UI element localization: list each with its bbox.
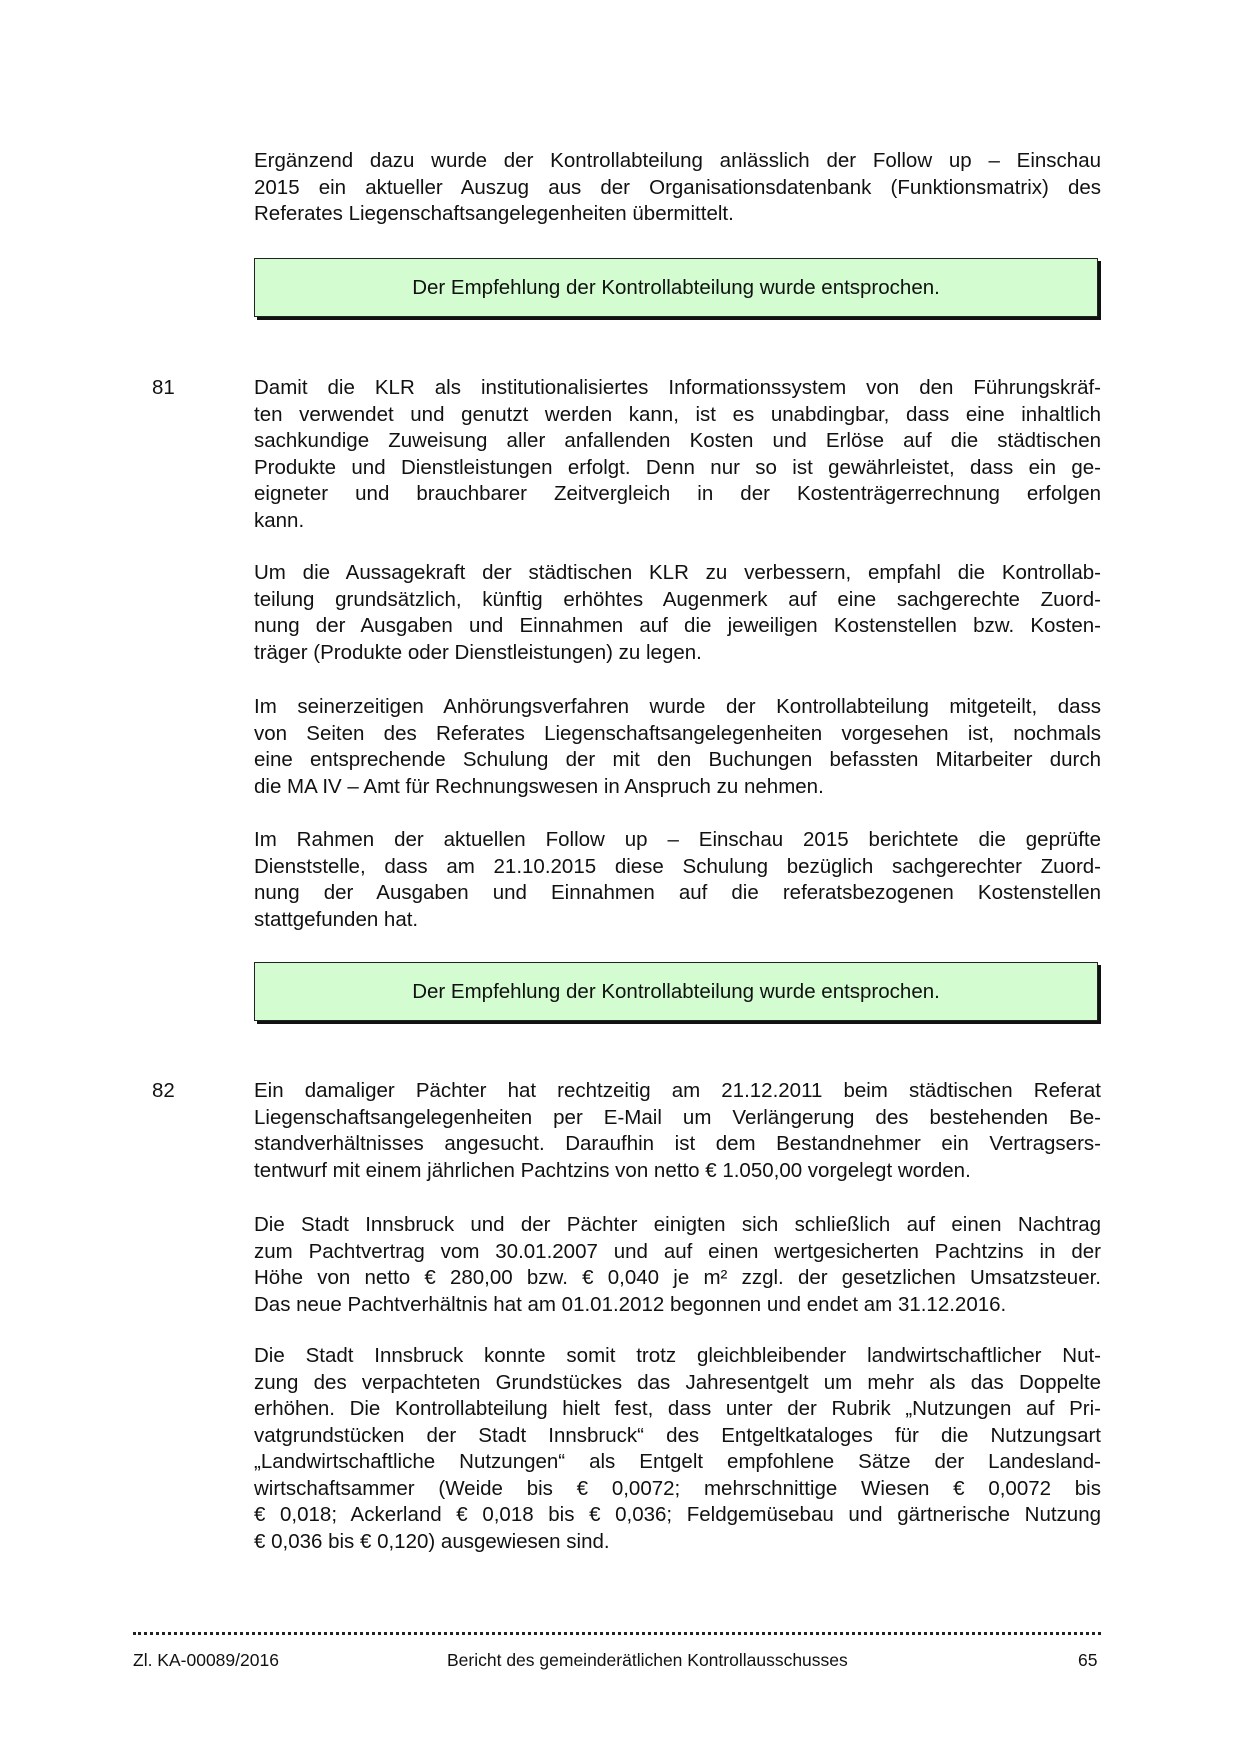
text-line: Das neue Pachtverhältnis hat am 01.01.2012 begonnen und endet am 31.12.2016.	[254, 1292, 1007, 1316]
text-line: Höhe von netto € 280,00 bzw. € 0,040 je m² zzgl. der gesetzlichen Umsatzsteuer.	[254, 1266, 1101, 1289]
paragraph	[254, 694, 1101, 800]
text-line: eine entsprechende Schulung der mit den Buchungen befassten Mitarbeiter durch	[254, 748, 1101, 771]
text-line: Ergänzend dazu wurde der Kontrollabteilung anlässlich der Follow up – Einschau	[254, 149, 1101, 172]
text-line: zung des verpachteten Grundstückes das Jahresentgelt um mehr als das Doppelte	[254, 1370, 1101, 1394]
footer-reference: Zl. KA-00089/2016	[133, 1650, 279, 1670]
text-line: Dienststelle, dass am 21.10.2015 diese Schulung bezüglich sachgerechter Zuord-	[254, 854, 1101, 878]
text-line: nung der Ausgaben und Einnahmen auf die jeweiligen Kostenstellen bzw. Kosten-	[254, 614, 1101, 637]
paragraph-intro	[254, 148, 1101, 228]
paragraph	[254, 827, 1101, 933]
text-line: von Seiten des Referates Liegenschaftsangelegenheiten vorgesehen ist, nochmals	[254, 721, 1101, 745]
text-line: erhöhen. Die Kontrollabteilung hielt fest, dass unter der Rubrik „Nutzungen auf Pri-	[254, 1397, 1101, 1420]
text-line: die MA IV – Amt für Rechnungswesen in Anspruch zu nehmen.	[254, 774, 824, 798]
text-line: „Landwirtschaftliche Nutzungen“ als Entgelt empfohlene Sätze der Landesland-	[254, 1450, 1101, 1473]
text-line: Damit die KLR als institutionalisiertes Informationssystem von den Führungskräf-	[254, 376, 1101, 399]
text-line: € 0,036 bis € 0,120) ausgewiesen sind.	[254, 1529, 610, 1553]
text-line: Ein damaliger Pächter hat rechtzeitig am 21.12.2011 beim städtischen Referat	[254, 1079, 1101, 1102]
paragraph	[254, 1212, 1101, 1318]
text-line: Um die Aussagekraft der städtischen KLR zu verbessern, empfahl die Kontrollab-	[254, 561, 1101, 584]
text-line: kann.	[254, 508, 305, 532]
text-line: Im seinerzeitigen Anhörungsverfahren wurde der Kontrollabteilung mitgeteilt, dass	[254, 695, 1101, 718]
paragraph	[254, 375, 1101, 534]
text-line: nung der Ausgaben und Einnahmen auf die referatsbezogenen Kostenstellen	[254, 881, 1101, 904]
paragraph	[254, 1078, 1101, 1184]
text-line: vatgrundstücken der Stadt Innsbruck“ des Entgeltkataloges für die Nutzungsart	[254, 1423, 1101, 1447]
recommendation-text: Der Empfehlung der Kontrollabteilung wurde entsprochen.	[412, 979, 940, 1003]
text-line: teilung grundsätzlich, künftig erhöhtes Augenmerk auf eine sachgerechte Zuord-	[254, 587, 1101, 611]
text-line: sachkundige Zuweisung aller anfallenden Kosten und Erlöse auf die städtischen	[254, 429, 1101, 452]
text-line: standverhältnisses angesucht. Daraufhin ist dem Bestandnehmer ein Vertragsers-	[254, 1132, 1101, 1155]
text-line: zum Pachtvertrag vom 30.01.2007 und auf einen wertgesicherten Pachtzins in der	[254, 1239, 1101, 1263]
text-line: ten verwendet und genutzt werden kann, ist es unabdingbar, dass eine inhaltlich	[254, 402, 1101, 426]
text-line: tentwurf mit einem jährlichen Pachtzins von netto € 1.050,00 vorgelegt worden.	[254, 1158, 971, 1182]
recommendation-box	[254, 962, 1098, 1021]
section-number: 82	[152, 1079, 175, 1102]
text-line: stattgefunden hat.	[254, 907, 419, 931]
text-line: Produkte und Dienstleistungen erfolgt. Denn nur so ist gewährleistet, dass ein ge-	[254, 455, 1101, 479]
recommendation-text: Der Empfehlung der Kontrollabteilung wurde entsprochen.	[412, 275, 940, 299]
recommendation-box	[254, 258, 1098, 317]
footer-title: Bericht des gemeinderätlichen Kontrollausschusses	[447, 1650, 848, 1670]
footer-divider	[133, 1628, 1101, 1635]
text-line: wirtschaftsammer (Weide bis € 0,0072; mehrschnittige Wiesen € 0,0072 bis	[254, 1476, 1101, 1500]
paragraph	[254, 1343, 1101, 1555]
page-number: 65	[1078, 1650, 1098, 1670]
section-number: 81	[152, 376, 175, 399]
text-line: Die Stadt Innsbruck konnte somit trotz gleichbleibender landwirtschaftlicher Nut-	[254, 1344, 1101, 1367]
text-line: Liegenschaftsangelegenheiten per E-Mail um Verlängerung des bestehenden Be-	[254, 1105, 1101, 1129]
text-line: Im Rahmen der aktuellen Follow up – Einschau 2015 berichtete die geprüfte	[254, 828, 1101, 851]
text-line: Die Stadt Innsbruck und der Pächter einigten sich schließlich auf einen Nachtrag	[254, 1213, 1101, 1236]
text-line: Referates Liegenschaftsangelegenheiten übermittelt.	[254, 202, 734, 225]
paragraph	[254, 560, 1101, 666]
text-line: eigneter und brauchbarer Zeitvergleich in der Kostenträgerrechnung erfolgen	[254, 482, 1101, 505]
text-line: träger (Produkte oder Dienstleistungen) zu legen.	[254, 640, 702, 664]
text-line: 2015 ein aktueller Auszug aus der Organisationsdatenbank (Funktionsmatrix) des	[254, 175, 1101, 199]
text-line: € 0,018; Ackerland € 0,018 bis € 0,036; Feldgemüsebau und gärtnerische Nutzung	[254, 1503, 1101, 1526]
